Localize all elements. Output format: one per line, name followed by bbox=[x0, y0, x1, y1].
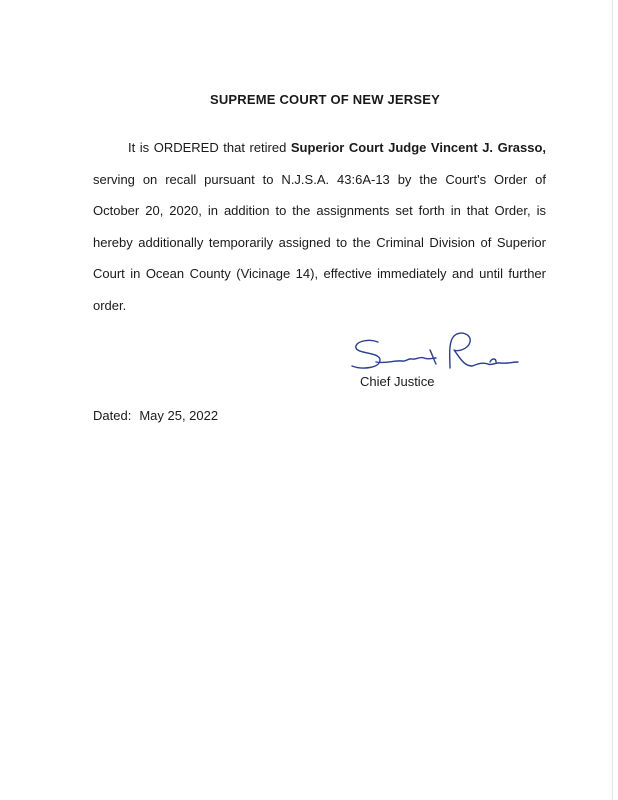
order-rest-text: serving on recall pursuant to N.J.S.A. 43:6A-13 by the Court's Order of October 20, 2020, in addition to the assignments set forth in that Order, is hereby additionally temporarily assigned to the Criminal Division of Superior Court in Ocean County (Vicinage 14), effective immediately and until further order. bbox=[93, 171, 546, 313]
judge-name: Superior Court Judge Vincent J. Grasso, bbox=[290, 140, 546, 155]
dated-label: Dated: bbox=[93, 408, 132, 423]
dated-value: May 25, 2022 bbox=[139, 408, 219, 423]
order-paragraph bbox=[93, 132, 546, 322]
court-heading: SUPREME COURT OF NEW JERSEY bbox=[209, 92, 441, 107]
dated-line bbox=[93, 408, 218, 423]
order-intro-text: It is ORDERED that retired bbox=[128, 140, 291, 155]
chief-justice-signature bbox=[350, 328, 530, 378]
order-body bbox=[93, 132, 546, 322]
page-edge-line bbox=[612, 0, 613, 800]
signatory-title: Chief Justice bbox=[360, 374, 435, 389]
